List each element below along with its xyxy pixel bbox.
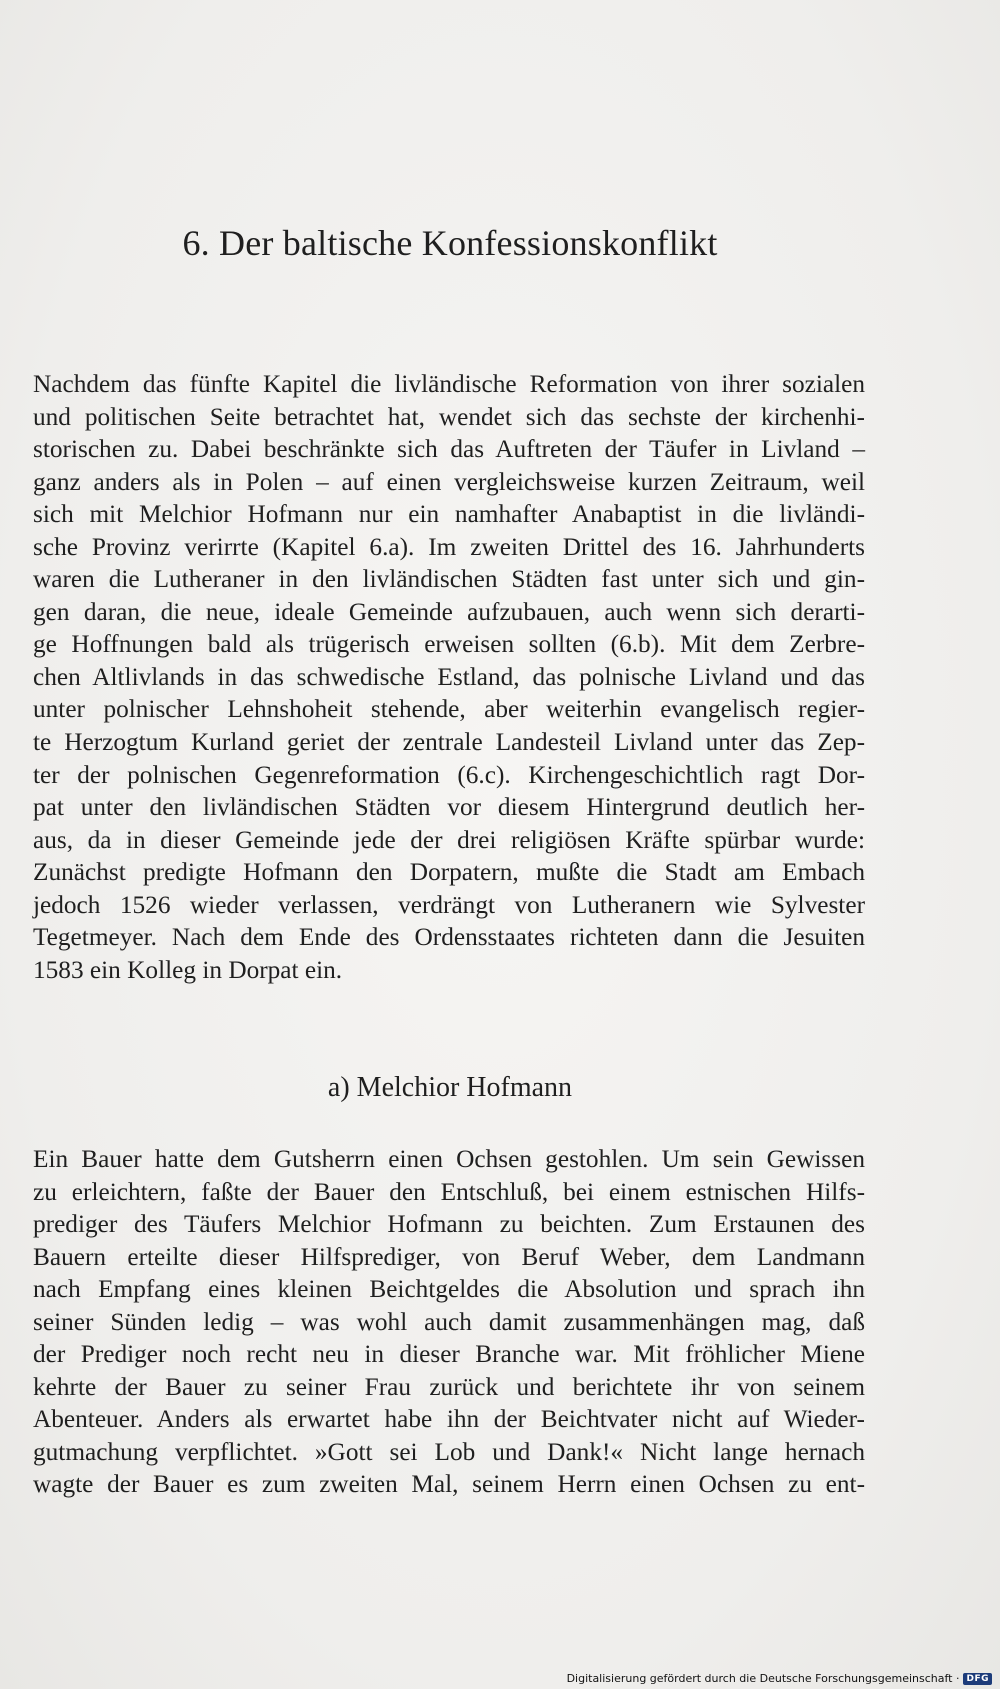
text-line: prediger des Täufers Melchior Hofmann zu beichten. Zum Erstaunen des	[33, 1210, 865, 1239]
text-line: waren die Lutheraner in den livländischen Städten fast unter sich und gin-	[33, 565, 865, 594]
digitization-footer	[567, 1672, 992, 1685]
text-line: unter polnischer Lehnshoheit stehende, aber weiterhin evangelisch regier-	[33, 695, 865, 724]
text-line: Abenteuer. Anders als erwartet habe ihn der Beichtvater nicht auf Wieder-	[33, 1405, 865, 1434]
text-line: pat unter den livländischen Städten vor diesem Hintergrund deutlich her-	[33, 793, 865, 822]
text-line: ter der polnischen Gegenreformation (6.c). Kirchengeschichtlich ragt Dor-	[33, 760, 865, 789]
text-line: ge Hoffnungen bald als trügerisch erweisen sollten (6.b). Mit dem Zerbre-	[33, 630, 865, 659]
chapter-title: 6. Der baltische Konfessionskonflikt	[182, 223, 718, 263]
intro-paragraph	[33, 368, 865, 986]
text-line: zu erleichtern, faßte der Bauer den Entschluß, bei einem estnischen Hilfs-	[33, 1177, 865, 1206]
text-line: Bauern erteilte dieser Hilfsprediger, von Beruf Weber, dem Landmann	[33, 1242, 865, 1271]
text-line: chen Altlivlands in das schwedische Estland, das polnische Livland und das	[33, 662, 865, 691]
text-line: und politischen Seite betrachtet hat, wendet sich das sechste der kirchenhi-	[33, 402, 865, 431]
text-line: kehrte der Bauer zu seiner Frau zurück und berichtete ihr von seinem	[33, 1372, 865, 1401]
text-line: 1583 ein Kolleg in Dorpat ein.	[33, 955, 343, 984]
text-line: sche Provinz verirrte (Kapitel 6.a). Im zweiten Drittel des 16. Jahrhunderts	[33, 532, 865, 561]
text-line: gutmachung verpflichtet. »Gott sei Lob und Dank!« Nicht lange hernach	[33, 1437, 865, 1466]
text-line: aus, da in dieser Gemeinde jede der drei religiösen Kräfte spürbar wurde:	[33, 825, 865, 854]
text-line: Tegetmeyer. Nach dem Ende des Ordensstaates richteten dann die Jesuiten	[33, 923, 865, 952]
text-line: gen daran, die neue, ideale Gemeinde aufzubauen, auch wenn sich derarti-	[33, 597, 865, 626]
text-line: storischen zu. Dabei beschränkte sich das Auftreten der Täufer in Livland –	[33, 435, 865, 464]
text-line: te Herzogtum Kurland geriet der zentrale Landesteil Livland unter das Zep-	[33, 728, 865, 757]
text-line: nach Empfang eines kleinen Beichtgeldes die Absolution und sprach ihn	[33, 1275, 865, 1304]
text-line: jedoch 1526 wieder verlassen, verdrängt von Lutheranern wie Sylvester	[33, 890, 865, 919]
dfg-logo-icon: DFG	[963, 1673, 992, 1685]
section-title: a) Melchior Hofmann	[327, 1072, 573, 1103]
text-line: seiner Sünden ledig – was wohl auch damit zusammenhängen mag, daß	[33, 1307, 865, 1336]
text-line: Nachdem das fünfte Kapitel die livländische Reformation von ihrer sozialen	[33, 370, 865, 398]
text-line: Ein Bauer hatte dem Gutsherrn einen Ochsen gestohlen. Um sein Gewissen	[33, 1145, 865, 1173]
text-line: sich mit Melchior Hofmann nur ein namhafter Anabaptist in die livländi-	[33, 500, 865, 529]
text-line: ganz anders als in Polen – auf einen vergleichsweise kurzen Zeitraum, weil	[33, 467, 865, 496]
text-line: wagte der Bauer es zum zweiten Mal, seinem Herrn einen Ochsen zu ent-	[33, 1470, 865, 1499]
text-line: Zunächst predigte Hofmann den Dorpatern, mußte die Stadt am Embach	[33, 858, 865, 887]
text-line: der Prediger noch recht neu in dieser Branche war. Mit fröhlicher Miene	[33, 1340, 865, 1369]
section-paragraph	[33, 1143, 865, 1501]
footer-text: Digitalisierung gefördert durch die Deutsche Forschungsgemeinschaft ·	[566, 1672, 960, 1685]
